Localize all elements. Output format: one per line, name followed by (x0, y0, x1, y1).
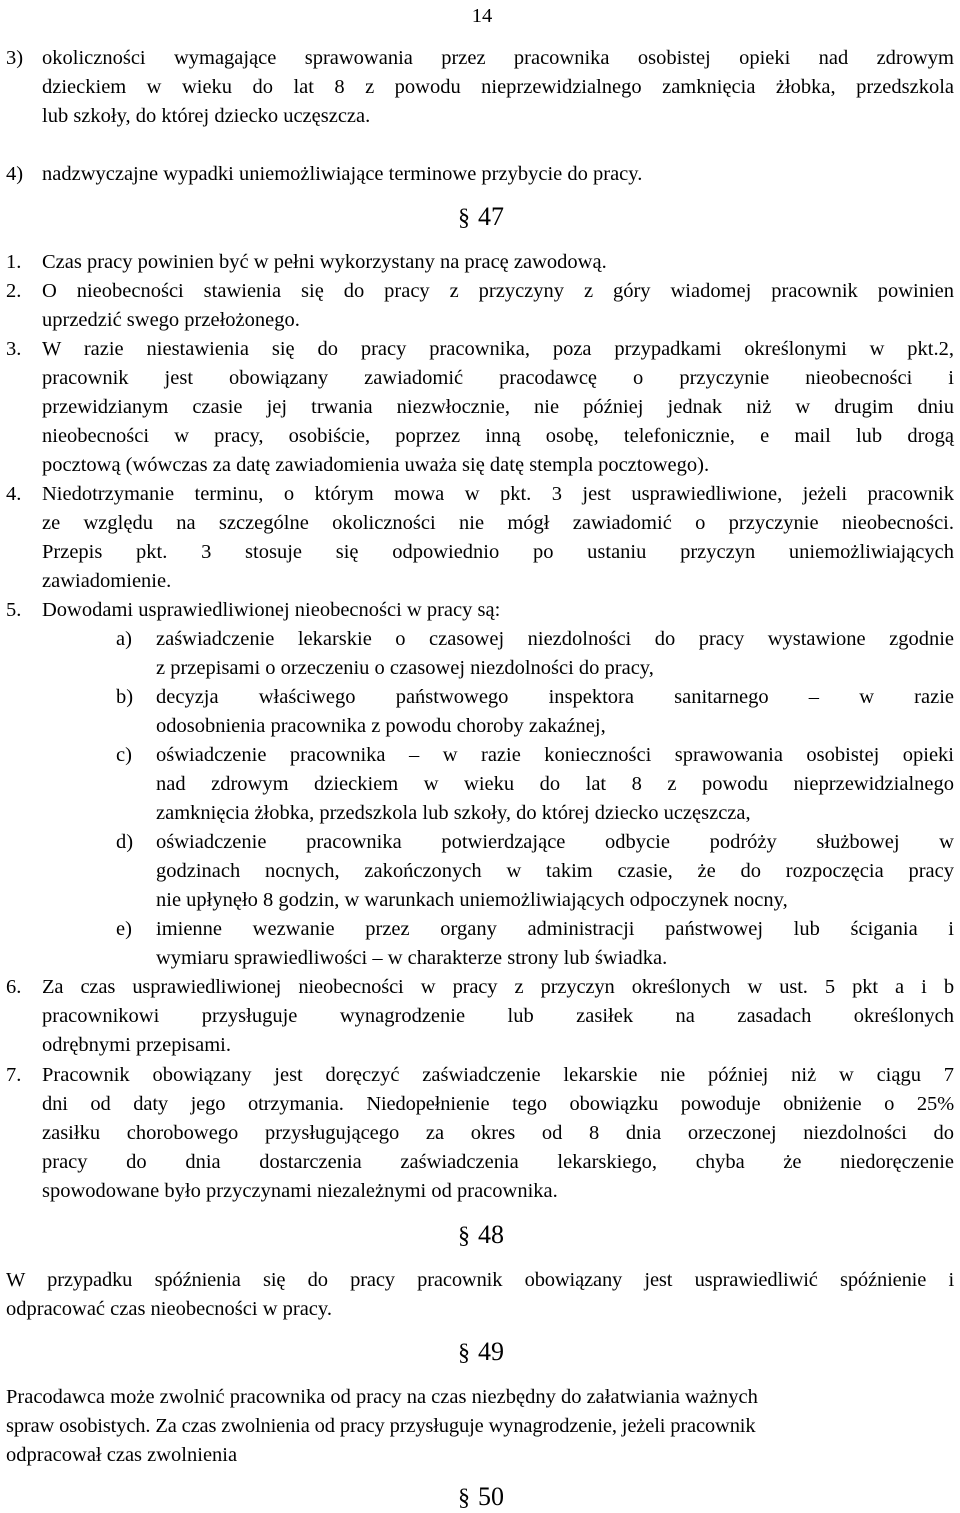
text-line: W razie niestawienia się do pracy pracownika, poza przypadkami określonymi w pkt.2, (42, 338, 954, 360)
paragraph (6, 1266, 954, 1324)
text-line: oświadczenie pracownika potwierdzające odbycie podróży służbowej w (156, 831, 954, 853)
text-line: przewidzianym czasie jej trwania niezwłocznie, nie później jednak niż w drugim dniu (42, 396, 954, 418)
page-number: 14 (471, 5, 493, 27)
text-line: dni od daty jego otrzymania. Niedopełnienie tego obowiązku powoduje obniżenie o 25% (42, 1093, 954, 1115)
section-heading-47 (458, 202, 504, 233)
sub-list-item (0, 741, 954, 828)
text-line: oświadczenie pracownika – w razie konieczności sprawowania osobistej opieki (156, 744, 954, 766)
text-line: odpracować czas nieobecności w pracy. (6, 1298, 332, 1320)
sub-item-label: b) (116, 686, 134, 708)
text-line: decyzja właściwego państwowego inspektora sanitarnego – w razie (156, 686, 954, 708)
item-number: 3) (6, 47, 24, 69)
text-line: z przepisami o orzeczeniu o czasowej niezdolności do pracy, (156, 657, 654, 679)
section-heading-50 (458, 1482, 504, 1513)
section-heading-48 (458, 1220, 504, 1251)
text-line: spowodowane było przyczynami niezależnymi od pracownika. (42, 1180, 558, 1202)
section-number: 49 (478, 1337, 504, 1366)
text-line: Za czas usprawiedliwionej nieobecności w pracy z przyczyn określonych w ust. 5 pkt a i b (42, 976, 954, 998)
text-line: pracy do dnia dostarczenia zaświadczenia lekarskiego, chyba że niedoręczenie (42, 1151, 954, 1173)
text-line: odpracował czas zwolnienia (6, 1444, 238, 1466)
sub-list-item (0, 915, 954, 973)
item-number: 4) (6, 163, 24, 185)
text-line: Pracownik obowiązany jest doręczyć zaświadczenie lekarskie nie później niż w ciągu 7 (42, 1064, 954, 1086)
text-line: lub szkoły, do której dziecko uczęszcza. (42, 105, 371, 127)
text-line: Pracodawca może zwolnić pracownika od pracy na czas niezbędny do załatwiania ważnych (6, 1386, 758, 1408)
text-line: zaświadczenie lekarskie o czasowej niezdolności do pracy wystawione zgodnie (156, 628, 954, 650)
text-line: pracownik jest obowiązany zawiadomić pracodawcę o przyczynie nieobecności i (42, 367, 954, 389)
text-line: imienne wezwanie przez organy administracji państwowej lub ścigania i (156, 918, 954, 940)
list-item (6, 277, 954, 335)
list-item (6, 44, 954, 131)
text-line: godzinach nocnych, zakończonych w takim czasie, że do rozpoczęcia pracy (156, 860, 954, 882)
text-line: wymiaru sprawiedliwości – w charakterze strony lub świadka. (156, 947, 668, 969)
item-number: 1. (6, 251, 22, 273)
text-line: O nieobecności stawienia się do pracy z przyczyny z góry wiadomej pracownik powinien (42, 280, 954, 302)
text-line: Dowodami usprawiedliwionej nieobecności w pracy są: (42, 599, 501, 621)
text-line: Przepis pkt. 3 stosuje się odpowiednio po ustaniu przyczyn uniemożliwiających (42, 541, 954, 563)
list-item (6, 160, 954, 189)
text-line: pracownikowi przysługuje wynagrodzenie lub zasiłek na zasadach określonych (42, 1005, 954, 1027)
text-line: nad zdrowym dzieckiem w wieku do lat 8 z powodu nieprzewidzialnego (156, 773, 954, 795)
text-line: nadzwyczajne wypadki uniemożliwiające terminowe przybycie do pracy. (42, 163, 643, 185)
text-line: zawiadomienie. (42, 570, 172, 592)
section-number: 48 (478, 1220, 504, 1249)
text-line: zamknięcia żłobka, przedszkola lub szkoły, do której dziecko uczęszcza, (156, 802, 751, 824)
text-line: nie upłynęło 8 godzin, w warunkach uniemożliwiających odpoczynek nocny, (156, 889, 788, 911)
item-number: 6. (6, 976, 22, 998)
item-number: 3. (6, 338, 22, 360)
text-line: pocztową (wówczas za datę zawiadomienia uważa się datę stempla pocztowego). (42, 454, 710, 476)
section-sign: § (458, 1485, 470, 1511)
list-item (6, 335, 954, 364)
text-line: uprzedzić swego przełożonego. (42, 309, 300, 331)
item-number: 4. (6, 483, 22, 505)
section-sign: § (458, 1340, 470, 1366)
section-sign: § (458, 1223, 470, 1249)
paragraph-continuation (42, 364, 954, 480)
sub-list-item (0, 828, 954, 915)
sub-item-label: e) (116, 918, 132, 940)
section-sign: § (458, 205, 470, 231)
text-line: nieobecności w pracy, osobiście, poprzez inną osobę, telefonicznie, e mail lub drogą (42, 425, 954, 447)
paragraph (6, 1383, 954, 1470)
text-line: Czas pracy powinien być w pełni wykorzystany na pracę zawodową. (42, 251, 607, 273)
text-line: dzieckiem w wieku do lat 8 z powodu nieprzewidzialnego zamknięcia żłobka, przedszkola (42, 76, 954, 98)
section-number: 47 (478, 202, 504, 231)
item-number: 7. (6, 1064, 22, 1086)
sub-item-label: a) (116, 628, 132, 650)
text-line: zasiłku chorobowego przysługującego za okres od 8 dnia orzeczonej niezdolności do (42, 1122, 954, 1144)
text-line: ze względu na szczególne okoliczności nie mógł zawiadomić o przyczynie nieobecności. (42, 512, 954, 534)
list-item (6, 973, 954, 1060)
list-item (6, 1061, 954, 1206)
text-line: okoliczności wymagające sprawowania przez pracownika osobistej opieki nad zdrowym (42, 47, 954, 69)
text-line: W przypadku spóźnienia się do pracy pracownik obowiązany jest usprawiedliwić spóźnienie i (6, 1269, 954, 1291)
item-number: 2. (6, 280, 22, 302)
text-line: odrębnymi przepisami. (42, 1034, 232, 1056)
sub-list-item (0, 625, 954, 683)
text-line: spraw osobistych. Za czas zwolnienia od pracy przysługuje wynagrodzenie, jeżeli pracownik (6, 1415, 756, 1437)
sub-list-item (0, 683, 954, 741)
section-heading-49 (458, 1337, 504, 1368)
item-number: 5. (6, 599, 22, 621)
text-line: odosobnienia pracownika z powodu choroby zakaźnej, (156, 715, 606, 737)
list-item (6, 596, 954, 625)
sub-item-label: c) (116, 744, 132, 766)
list-item (6, 248, 954, 277)
section-number: 50 (478, 1482, 504, 1511)
text-line: Niedotrzymanie terminu, o którym mowa w pkt. 3 jest usprawiedliwione, jeżeli pracownik (42, 483, 954, 505)
sub-item-label: d) (116, 831, 134, 853)
list-item (6, 480, 954, 596)
